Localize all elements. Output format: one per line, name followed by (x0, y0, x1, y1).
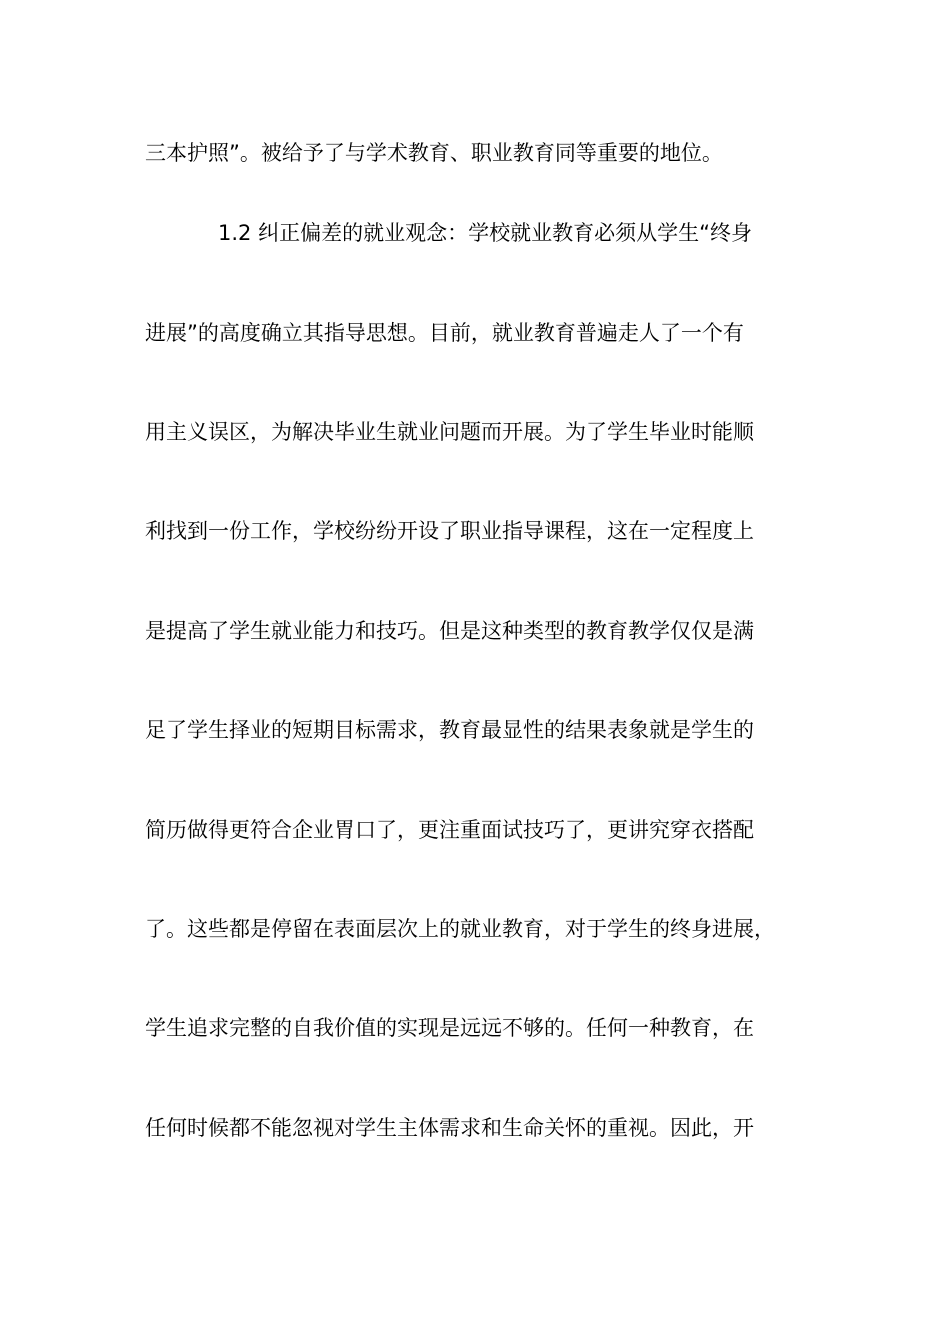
text-line-5: 利找到一份工作，学校纷纷开设了职业指导课程，这在一定程度上 (145, 519, 754, 543)
text-line-10: 学生追求完整的自我价值的实现是远远不够的。任何一种教育，在 (145, 1016, 754, 1040)
text-line-7: 足了学生择业的短期目标需求，教育最显性的结果表象就是学生的 (145, 718, 754, 742)
text-line-6: 是提高了学生就业能力和技巧。但是这种类型的教育教学仅仅是满 (145, 619, 754, 643)
text-line-1: 三本护照”。被给予了与学术教育、职业教育同等重要的地位。 (145, 141, 723, 165)
text-line-4: 用主义误区，为解决毕业生就业问题而开展。为了学生毕业时能顺 (145, 420, 754, 444)
text-line-11: 任何时候都不能忽视对学生主体需求和生命关怀的重视。因此，开 (145, 1116, 754, 1140)
text-line-2-paragraph-start: 1.2 纠正偏差的就业观念：学校就业教育必须从学生“终身 (218, 221, 752, 245)
text-line-9: 了。这些都是停留在表面层次上的就业教育，对于学生的终身进展， (145, 917, 775, 941)
text-line-8: 简历做得更符合企业胃口了，更注重面试技巧了，更讲究穿衣搭配 (145, 818, 754, 842)
text-line-3: 进展”的高度确立其指导思想。目前，就业教育普遍走人了一个有 (145, 321, 744, 345)
